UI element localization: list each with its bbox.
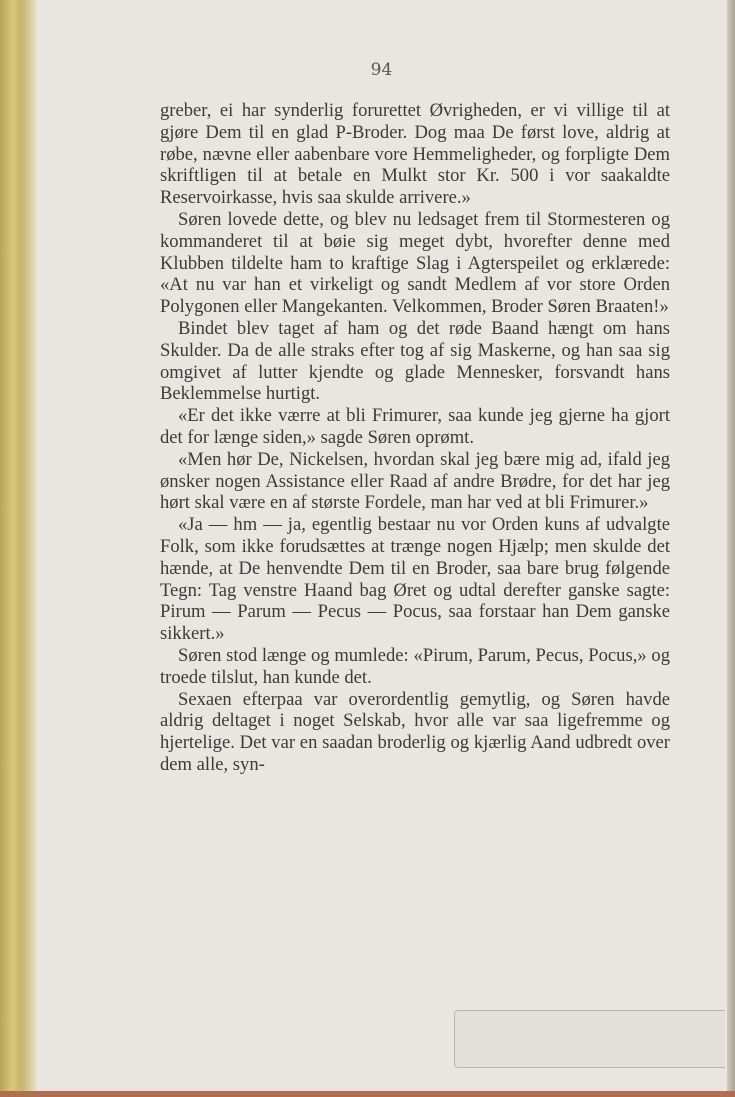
paragraph-6: «Ja — hm — ja, egentlig bestaar nu vor Orden kuns af udvalgte Folk, som ikke forudsættes at trænge nogen Hjælp; men skulde det hænde, at De henvendte Dem til en Broder, saa bare brug følgende Tegn: Tag venstre Haand bag Øret og udtal derefter ganske sagte: Pirum — Parum — Pecus — Pocus, saa forstaar han Dem ganske sikkert.» (160, 514, 670, 645)
book-cover-edge (0, 1091, 735, 1097)
paragraph-8: Sexaen efterpaa var overordentlig gemytlig, og Søren havde aldrig deltaget i noget Selskab, hvor alle var saa ligefremme og hjertelige. Det var en saadan broderlig og kjærlig Aand udbredt over dem alle, syn- (160, 688, 670, 775)
book-spine-gutter (0, 0, 36, 1097)
page-edge (727, 0, 735, 1097)
paragraph-2: Søren lovede dette, og blev nu ledsaget frem til Stormesteren og kommanderet til at bøie sig meget dybt, hvorefter denne med Klubben tildelte ham to kraftige Slag i Agterspeilet og erklærede: «At nu var han et virkeligt og sandt Medlem af vor store Orden Polygonen eller Mangekanten. Velkommen, Broder Søren Braaten!» (160, 208, 670, 318)
paragraph-1: greber, ei har synderlig forurettet Øvrigheden, er vi villige til at gjøre Dem til en glad P-Broder. Dog maa De først love, aldrig at røbe, nævne eller aabenbare vore Hemmeligheder, og forpligte Dem skriftligen til at betale en Mulkt stor Kr. 500 i vor saakaldte Reservoirkasse, hvis saa skulde arrivere.» (160, 100, 670, 209)
page-body-text (160, 100, 670, 776)
paragraph-3: Bindet blev taget af ham og det røde Baand hængt om hans Skulder. Da de alle straks efter tog af sig Maskerne, og han saa sig omgivet af lutter kjendte og glade Mennesker, forsvandt hans Beklemmelse hurtigt. (160, 317, 670, 405)
page-number: 94 (370, 60, 393, 80)
paragraph-7: Søren stod længe og mumlede: «Pirum, Parum, Pecus, Pocus,» og troede tilslut, han kunde det. (160, 644, 670, 688)
library-label-stamp (454, 1010, 725, 1068)
paragraph-4: «Er det ikke værre at bli Frimurer, saa kunde jeg gjerne ha gjort det for længe siden,» sagde Søren oprømt. (160, 405, 670, 448)
paragraph-5: «Men hør De, Nickelsen, hvordan skal jeg bære mig ad, ifald jeg ønsker nogen Assistance eller Raad af andre Brødre, for det har jeg hørt skal være en af største Fordele, man har ved at bli Frimurer.» (160, 448, 670, 514)
book-page (36, 0, 727, 1091)
